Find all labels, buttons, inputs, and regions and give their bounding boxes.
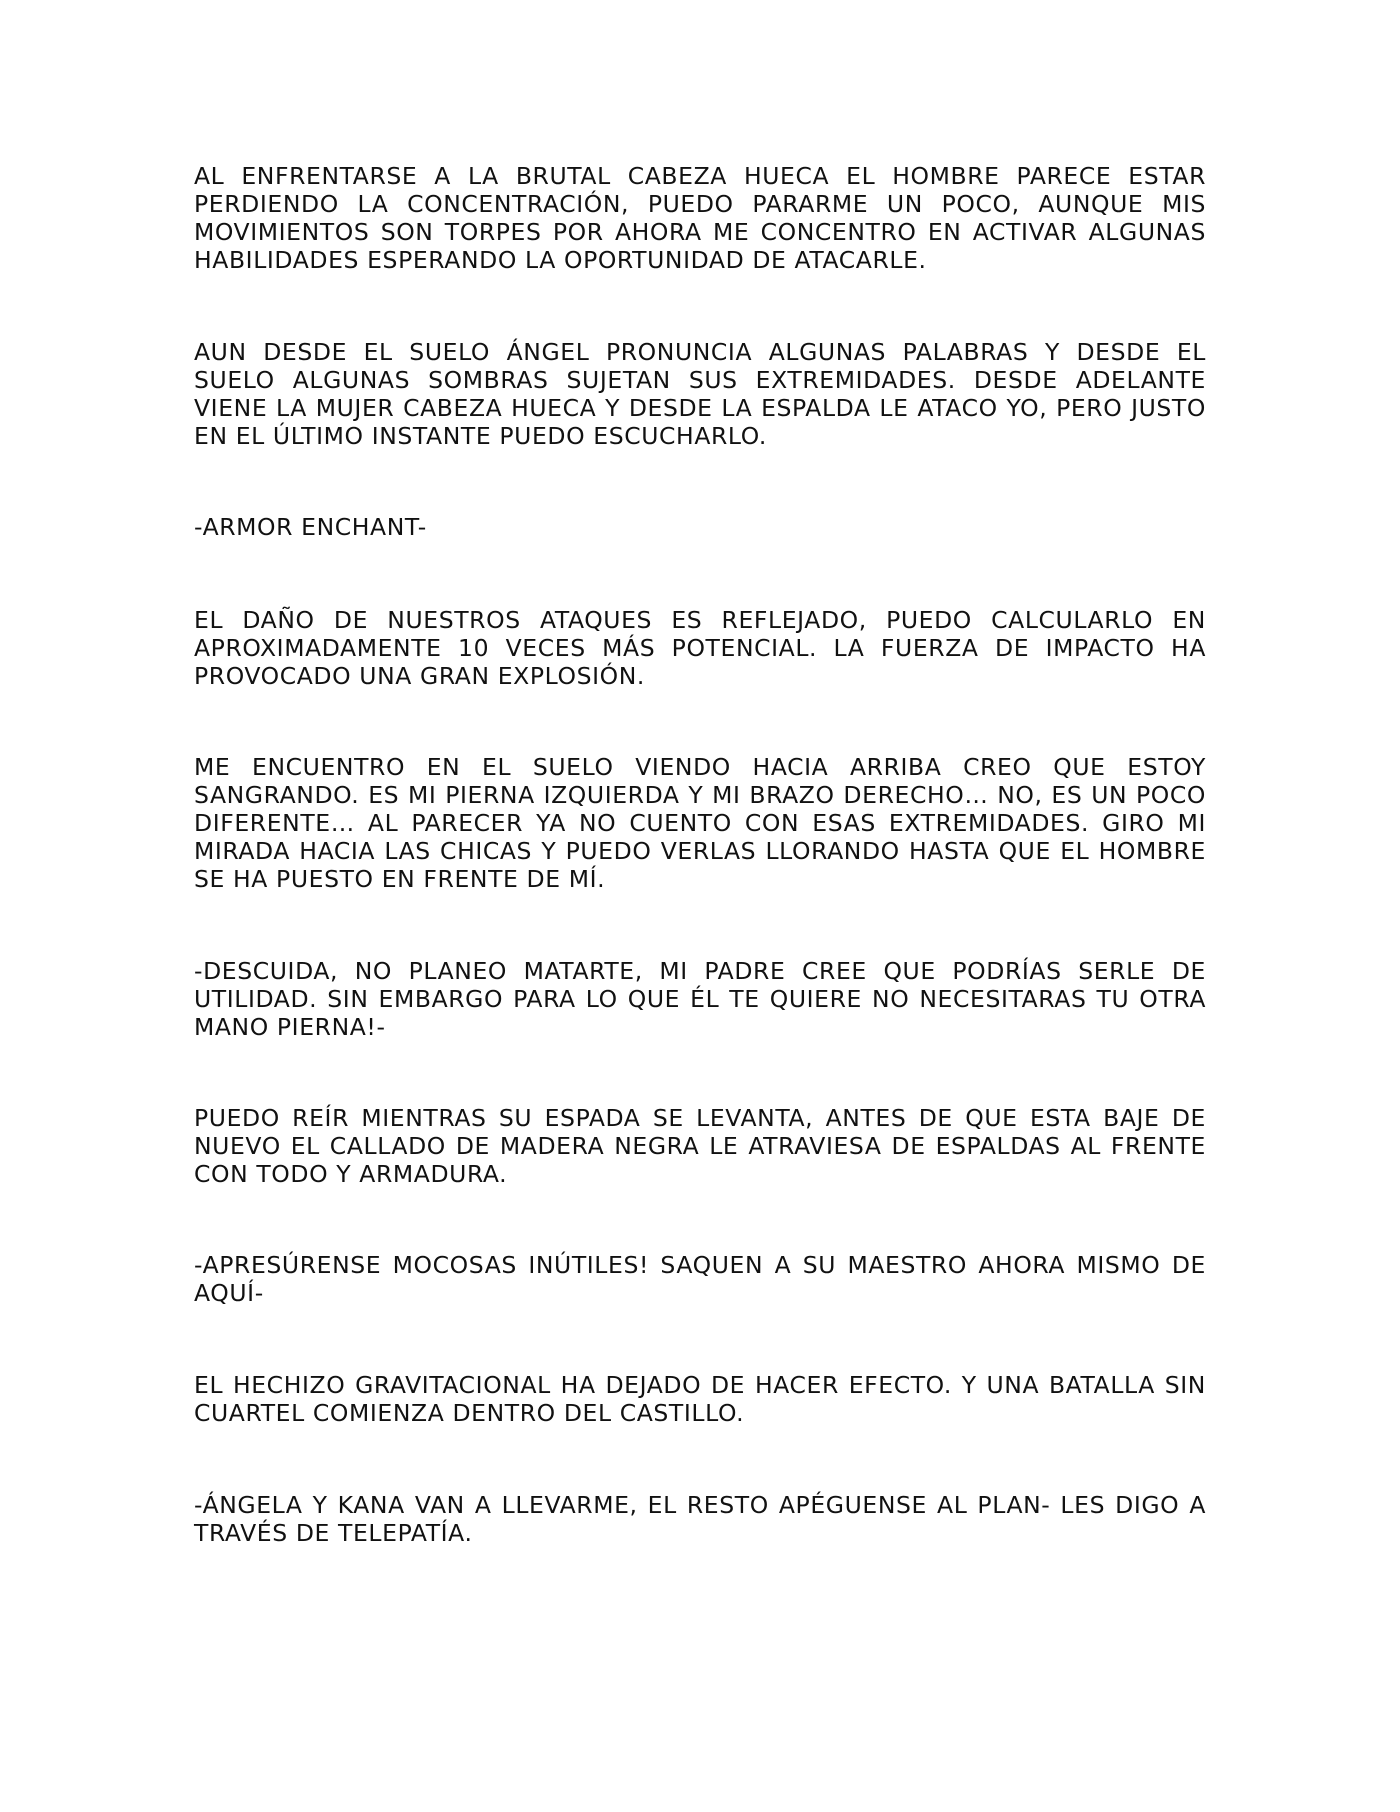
paragraph-1: AL ENFRENTARSE A LA BRUTAL CABEZA HUECA EL HOMBRE PARECE ESTAR PERDIENDO LA CONCENTRACIÓN, PUEDO PARARME UN POCO, AUNQUE MIS MOVIMIENTOS SON TORPES POR AHORA ME CONCENTRO EN ACTIVAR ALGUNAS HABILIDADES ESPERANDO LA OPORTUNIDAD DE ATACARLE. (194, 162, 1206, 274)
paragraph-5: ME ENCUENTRO EN EL SUELO VIENDO HACIA ARRIBA CREO QUE ESTOY SANGRANDO. ES MI PIERNA IZQUIERDA Y MI BRAZO DERECHO… NO, ES UN POCO DIFERENTE… AL PARECER YA NO CUENTO CON ESAS EXTREMIDADES. GIRO MI MIRADA HACIA LAS CHICAS Y PUEDO VERLAS LLORANDO HASTA QUE EL HOMBRE SE HA PUESTO EN FRENTE DE MÍ. (194, 753, 1206, 893)
paragraph-7: PUEDO REÍR MIENTRAS SU ESPADA SE LEVANTA, ANTES DE QUE ESTA BAJE DE NUEVO EL CALLADO DE MADERA NEGRA LE ATRAVIESA DE ESPALDAS AL FRENTE CON TODO Y ARMADURA. (194, 1104, 1206, 1188)
paragraph-9: EL HECHIZO GRAVITACIONAL HA DEJADO DE HACER EFECTO. Y UNA BATALLA SIN CUARTEL COMIENZA DENTRO DEL CASTILLO. (194, 1371, 1206, 1427)
paragraph-3: -ARMOR ENCHANT- (194, 513, 427, 541)
paragraph-10: -ÁNGELA Y KANA VAN A LLEVARME, EL RESTO APÉGUENSE AL PLAN- LES DIGO A TRAVÉS DE TELEPATÍA. (194, 1491, 1206, 1547)
paragraph-4: EL DAÑO DE NUESTROS ATAQUES ES REFLEJADO, PUEDO CALCULARLO EN APROXIMADAMENTE 10 VECES MÁS POTENCIAL. LA FUERZA DE IMPACTO HA PROVOCADO UNA GRAN EXPLOSIÓN. (194, 606, 1206, 690)
paragraph-8: -APRESÚRENSE MOCOSAS INÚTILES! SAQUEN A SU MAESTRO AHORA MISMO DE AQUÍ- (194, 1251, 1206, 1307)
paragraph-6: -DESCUIDA, NO PLANEO MATARTE, MI PADRE CREE QUE PODRÍAS SERLE DE UTILIDAD. SIN EMBARGO PARA LO QUE ÉL TE QUIERE NO NECESITARAS TU OTRA MANO PIERNA!- (194, 957, 1206, 1041)
paragraph-2: AUN DESDE EL SUELO ÁNGEL PRONUNCIA ALGUNAS PALABRAS Y DESDE EL SUELO ALGUNAS SOMBRAS SUJETAN SUS EXTREMIDADES. DESDE ADELANTE VIENE LA MUJER CABEZA HUECA Y DESDE LA ESPALDA LE ATACO YO, PERO JUSTO EN EL ÚLTIMO INSTANTE PUEDO ESCUCHARLO. (194, 338, 1206, 450)
